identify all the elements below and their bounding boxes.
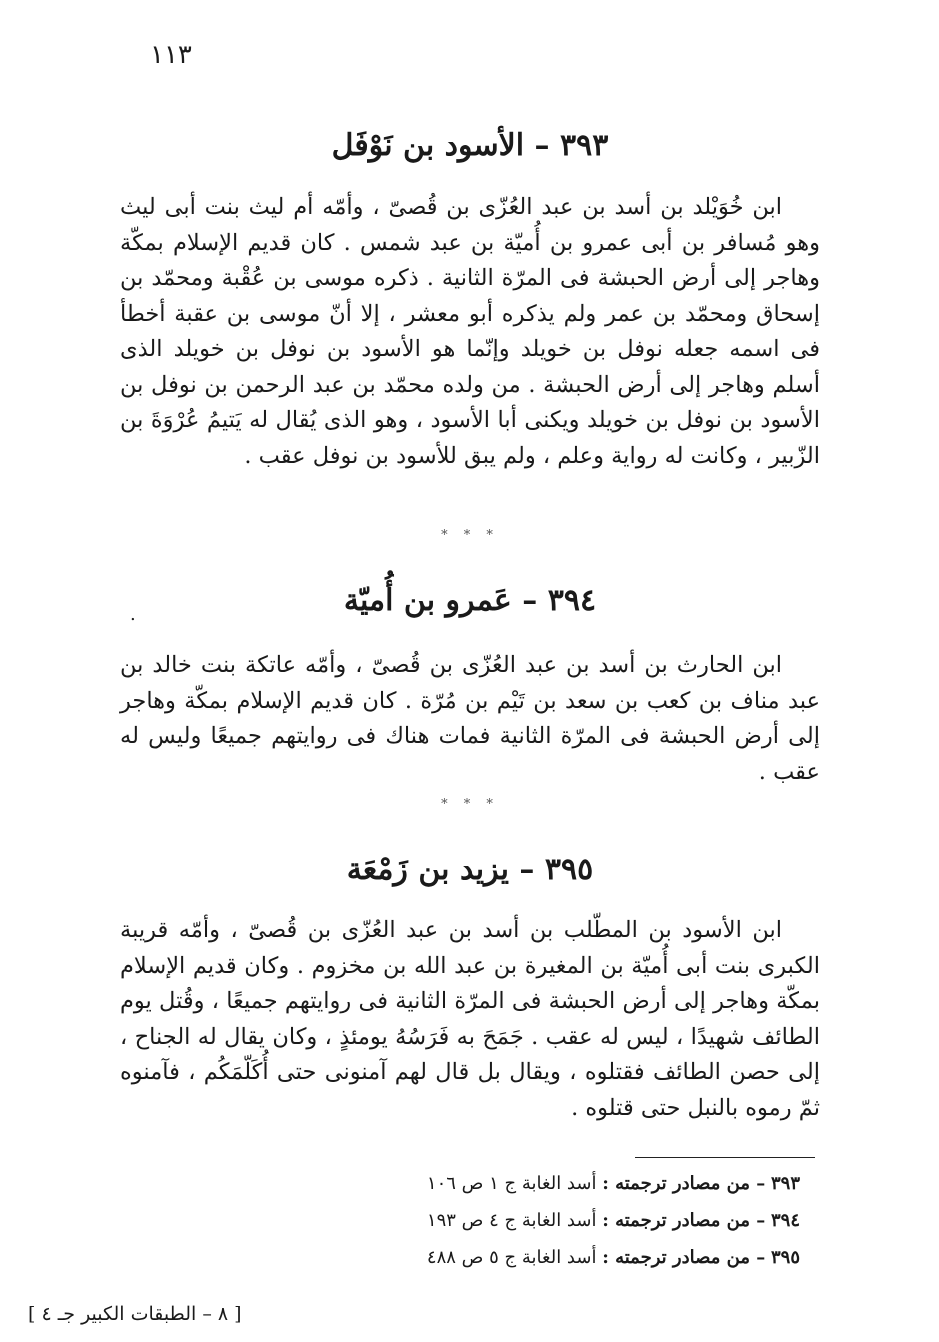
footnote-394 (300, 1202, 800, 1239)
section-separator: * * * (441, 797, 499, 812)
entry-title-393: ٣٩٣ – الأسود بن نَوْفَل (331, 128, 609, 163)
section-separator: * * * (441, 528, 499, 543)
footnote-source: أسد الغابة ج ٥ ص ٤٨٨ (426, 1247, 597, 1268)
entry-body-393: ابن خُوَيْلد بن أسد بن عبد العُزّى بن قُصىّ ، وأمّه أم ليث بنت أبى ليث وهو مُسافر بن أبى عمرو بن أُميّة بن عبد شمس . كان قديم الإسلام بمكّة وهاجر إلى أرض الحبشة فى المرّة الثانية . ذكره موسى بن عُقْبة ومحمّد بن إسحاق ومحمّد بن عمر ولم يذكره أبو معشر ، إلا أنّ موسى بن عقبة أخطأ فى اسمه جعله نوفل بن خويلد وإنّما هو الأسود بن نوفل بن خويلد الذى أسلم وهاجر إلى أرض الحبشة . من ولده محمّد بن عبد الرحمن بن نوفل بن الأسود بن نوفل بن خويلد ويكنى أبا الأسود ، وهو الذى يُقال له يَتيمُ عُرْوَةَ بن الزّبير ، وكانت له رواية وعلم ، ولم يبق للأسود بن نوفل عقب . (120, 194, 820, 469)
footnote-label: – من مصادر ترجمته : (602, 1247, 766, 1268)
footnotes (300, 1165, 800, 1276)
footnote-393 (300, 1165, 800, 1202)
footnote-number: ٣٩٥ (770, 1247, 800, 1268)
stray-mark: . (130, 604, 136, 625)
footnote-source: أسد الغابة ج ٤ ص ١٩٣ (426, 1210, 597, 1231)
footnote-label: – من مصادر ترجمته : (602, 1173, 766, 1194)
footnote-number: ٣٩٣ (770, 1173, 800, 1194)
footnote-source: أسد الغابة ج ١ ص ١٠٦ (426, 1173, 597, 1194)
entry-title-394: ٣٩٤ – عَمرو بن أُميّة (343, 583, 597, 618)
entry-body-395: ابن الأسود بن المطّلب بن أسد بن عبد العُزّى بن قُصىّ ، وأمّه قريبة الكبرى بنت أبى أُميّة بن المغيرة بن عبد الله بن مخزوم . وكان قديم الإسلام بمكّة وهاجر إلى أرض الحبشة فى المرّة الثانية فى روايتهم جميعًا ، وقُتل يوم الطائف شهيدًا ، ليس له عقب . جَمَحَ به فَرَسُهُ يومئذٍ ، وكان يقال له الجناح ، إلى حصن الطائف فقتلوه ، ويقال بل قال لهم آمنونى حتى أُكَلّمَكُم ، فآمنوه ثمّ رموه بالنبل حتى قتلوه . (120, 917, 820, 1121)
page-number: ١١٣ (150, 40, 192, 70)
footnote-label: – من مصادر ترجمته : (602, 1210, 766, 1231)
footnote-number: ٣٩٤ (770, 1210, 800, 1231)
entry-title-395: ٣٩٥ – يزيد بن زَمْعَة (346, 852, 594, 887)
footnote-rule (635, 1157, 815, 1158)
footnote-395 (300, 1239, 800, 1276)
entry-body-394: ابن الحارث بن أسد بن عبد العُزّى بن قُصىّ ، وأمّه عاتكة بنت خالد بن عبد مناف بن كعب بن سعد بن تَيْم بن مُرّة . كان قديم الإسلام بمكّة وهاجر إلى أرض الحبشة فى المرّة الثانية فمات هناك فى روايتهم جميعًا وليس له عقب . (120, 652, 820, 785)
page-footer: [ ٨ – الطبقات الكبير جـ ٤ ] (28, 1303, 242, 1325)
